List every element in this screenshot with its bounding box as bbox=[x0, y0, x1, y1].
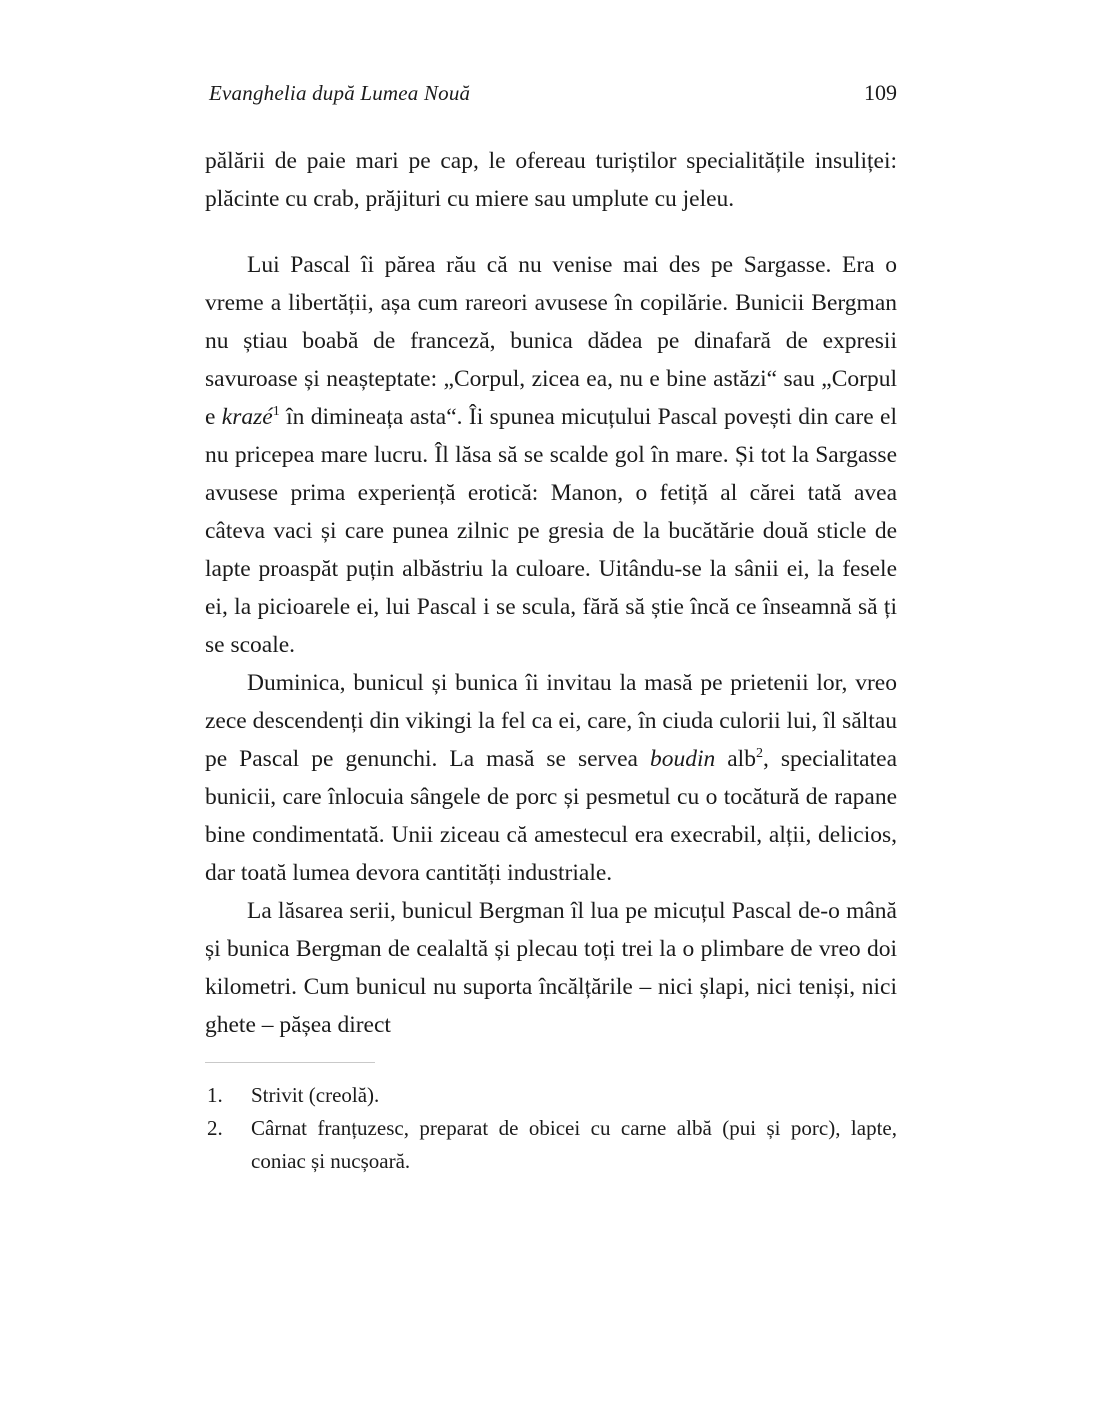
footnote-number: 1. bbox=[207, 1083, 223, 1107]
footnote-item bbox=[205, 1112, 897, 1178]
footnotes-list bbox=[205, 1079, 897, 1178]
book-page bbox=[205, 80, 897, 1178]
paragraph bbox=[205, 664, 897, 892]
footnote-item bbox=[205, 1079, 897, 1112]
text-run: alb bbox=[715, 746, 756, 772]
footnote-text bbox=[251, 1083, 379, 1107]
italic-run: krazé bbox=[221, 404, 273, 430]
footnote-separator bbox=[205, 1062, 375, 1063]
running-head-title: Evanghelia după Lumea Nouă bbox=[209, 81, 471, 105]
text-run: La lăsarea serii, bunicul Bergman îl lua pe micuțul Pascal de-o mână și bunica Bergman de cealaltă și plecau toți trei la o plimbare de vreo doi kilometri. Cum bunicul nu suporta încălțările – nici șlapi, nici teniși, nici ghete – pășea direct bbox=[205, 898, 897, 1038]
text-run: Cârnat franțuzesc, preparat de obicei cu carne albă (pui și porc), lapte, coniac și nucșoară. bbox=[251, 1116, 897, 1173]
footnote-text bbox=[251, 1116, 897, 1173]
footnote-reference: 2 bbox=[755, 745, 764, 762]
text-run: pălării de paie mari pe cap, le ofereau turiștilor specialitățile insuliței: plăcinte cu crab, prăjituri cu miere sau umplute cu jeleu. bbox=[205, 148, 897, 212]
paragraph bbox=[205, 892, 897, 1044]
paragraph bbox=[205, 142, 897, 218]
footnote-number: 2. bbox=[207, 1116, 223, 1140]
paragraph bbox=[205, 246, 897, 664]
italic-run: boudin bbox=[649, 746, 716, 772]
page-header bbox=[205, 80, 897, 106]
text-run: Duminica, bunicul și bunica îi invitau la masă pe prietenii lor, vreo zece descendenți din vikingi la fel ca ei, care, în ciuda culorii lui, îl săltau pe Pascal pe genunchi. La masă se servea bbox=[205, 670, 897, 772]
text-run: Strivit (creolă). bbox=[251, 1083, 380, 1107]
text-run: Lui Pascal îi părea rău că nu venise mai des pe Sargasse. Era o vreme a libertății, așa cum rareori avusese în copilărie. Bunicii Bergman nu știau boabă de franceză, bunica dădea pe dinafară de expresii savuroase și neașteptate: „Corpul, zicea ea, nu e bine astăzi“ sau „Corpul e bbox=[205, 252, 897, 430]
text-run: , specialitatea bunicii, care înlocuia sângele de porc și pesmetul cu o tocătură de rapane bine condimentată. Unii ziceau că amestecul era execrabil, alții, delicios, dar toată lumea devora cantități industriale. bbox=[205, 746, 898, 886]
footnote-reference: 1 bbox=[272, 403, 280, 420]
footnotes-section bbox=[205, 1062, 897, 1178]
page-number: 109 bbox=[864, 80, 897, 105]
body-paragraphs bbox=[205, 142, 897, 1044]
text-run: în dimineața asta“. Îi spunea micuțului Pascal povești din care el nu pricepea mare lucru. Îl lăsa să se scalde gol în mare. Și tot la Sargasse avusese prima experiență erotică: Manon, o fetiță al cărei tată avea câteva vaci și care punea zilnic pe gresia de la bucătărie două sticle de lapte proaspăt puțin albăstriu la culoare. Uitându-se la sânii ei, la fesele ei, la picioarele ei, lui Pascal i se scula, fără să știe încă ce înseamnă să ți se scoale. bbox=[205, 404, 897, 658]
